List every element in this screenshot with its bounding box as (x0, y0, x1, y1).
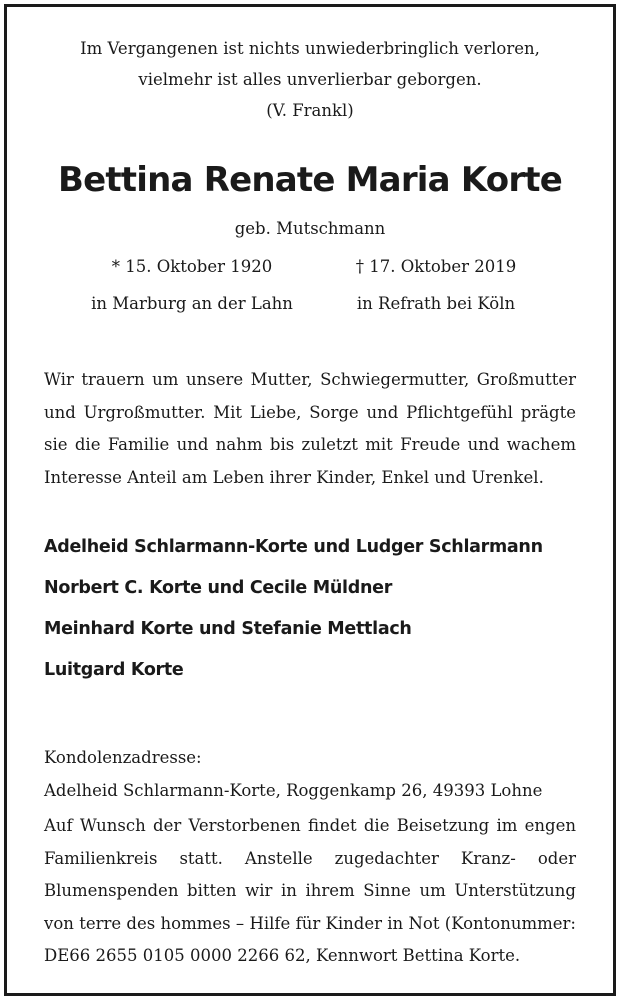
mourner-name: Luitgard Korte (44, 660, 184, 680)
funeral-text: Auf Wunsch der Verstorbenen findet die Beisetzung im engen Familienkreis statt. Anstelle zugedachter Kranz- oder Blumenspenden bitten wir in ihrem Sinne um Unterstützung von terre des hommes – Hilfe für Kinder in Not (Kontonummer: DE66 2655 0105 0000 2266 62, Kennwort Bettina Korte. (44, 816, 576, 965)
birth-name: geb. Mutschmann (234, 219, 386, 238)
quote-author: (V. Frankl) (266, 101, 354, 120)
quote-line-1: Im Vergangenen ist nichts unwiederbringlich verloren, (80, 39, 540, 58)
mourner-name: Adelheid Schlarmann-Korte und Ludger Schlarmann (44, 537, 543, 557)
quote-line-2: vielmehr ist alles unverlierbar geborgen. (138, 70, 482, 89)
condolence-address-block (44, 742, 542, 807)
quote (0, 33, 620, 126)
birth-date: * 15. Oktober 1920 (111, 257, 273, 276)
condolence-label: Kondolenzadresse: (44, 748, 202, 767)
mourner-name: Norbert C. Korte und Cecile Müldner (44, 578, 393, 598)
mourning-text: Wir trauern um unsere Mutter, Schwiegermutter, Großmutter und Urgroßmutter. Mit Liebe, Sorge und Pflichtgefühl prägte sie die Familie und nahm bis zuletzt mit Freude und wachem Interesse Anteil am Leben ihrer Kinder, Enkel und Urenkel. (44, 370, 576, 487)
birth-place: in Marburg an der Lahn (91, 294, 293, 313)
mourners-list (44, 537, 584, 701)
mourner-name: Meinhard Korte und Stefanie Mettlach (44, 619, 412, 639)
condolence-address: Adelheid Schlarmann-Korte, Roggenkamp 26, 49393 Lohne (44, 780, 543, 800)
deceased-name: Bettina Renate Maria Korte (57, 160, 563, 200)
death-date: † 17. Oktober 2019 (355, 257, 517, 276)
death-place: in Refrath bei Köln (356, 294, 516, 313)
